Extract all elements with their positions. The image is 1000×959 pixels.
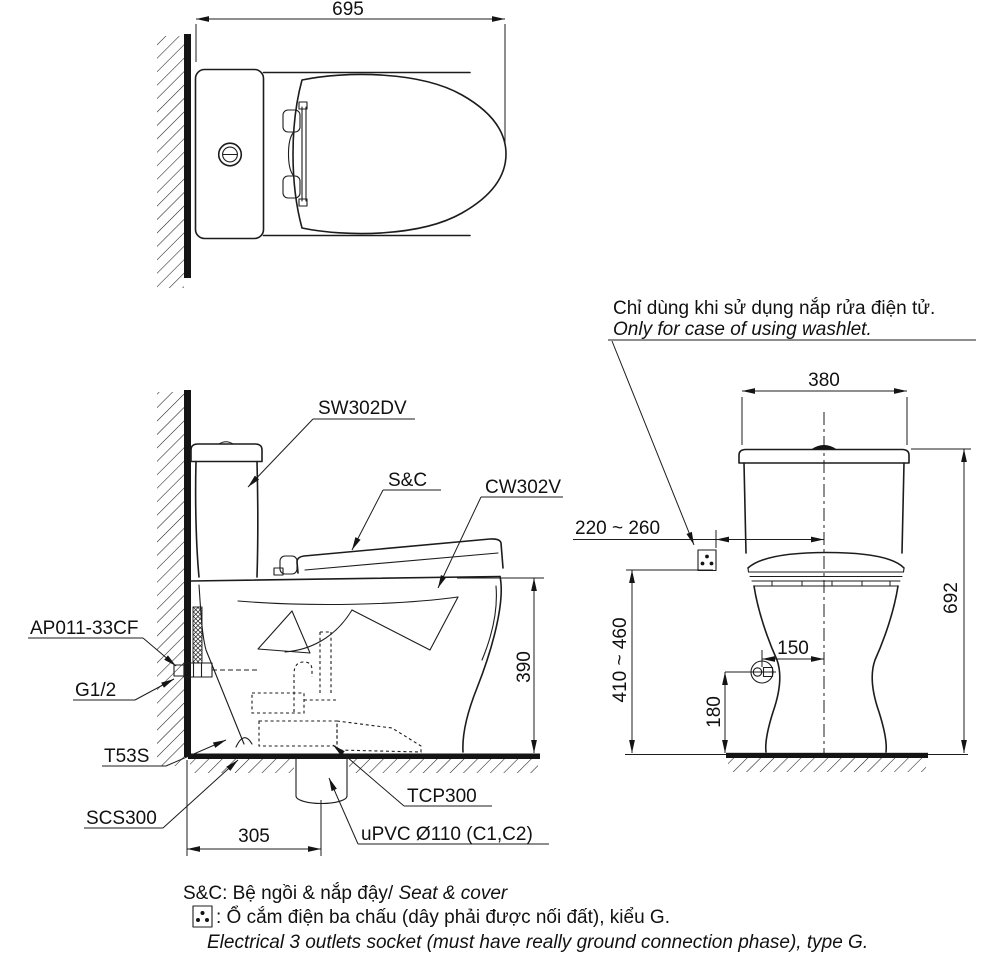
dim-tank-width: [742, 370, 907, 445]
label-supply-hose: SCS300: [86, 808, 157, 829]
plan-view: [157, 0, 506, 288]
dim-drain-offset: [187, 760, 321, 856]
seat-cover-side: [274, 539, 503, 575]
legend-socket-en: Electrical 3 outlets socket (must have really ground connection phase), type G.: [207, 932, 869, 953]
front-view: [573, 297, 976, 772]
wall-hatch-side: [157, 392, 184, 766]
floor-front: [625, 753, 968, 772]
dim-socket-height-value: 410 ~ 460: [610, 617, 631, 703]
side-view: [28, 390, 563, 856]
label-tank: SW302DV: [318, 398, 407, 419]
dim-bowl-height-value: 390: [514, 651, 535, 683]
wall: [184, 34, 191, 278]
dim-drain-offset-value: 305: [238, 826, 270, 847]
label-thread: G1/2: [75, 680, 117, 701]
seat-front: [748, 553, 904, 587]
legend: [183, 882, 868, 953]
tank-side: [191, 442, 262, 577]
label-bowl: CW302V: [485, 477, 562, 498]
dim-tank-width-value: 380: [808, 370, 840, 391]
floor-side: [188, 754, 540, 760]
label-seat-cover: S&C: [388, 470, 428, 491]
bowl-front: [754, 586, 898, 752]
dim-socket-offset-value: 220 ~ 260: [575, 518, 661, 539]
dim-socket-offset: [573, 518, 824, 548]
dim-total-height: [911, 449, 971, 753]
dim-supply-center-value: 150: [777, 638, 809, 659]
seat-lid-plan: [293, 74, 506, 233]
label-angle-valve: AP011-33CF: [30, 618, 139, 639]
washlet-note-en: Only for case of using washlet.: [613, 319, 872, 340]
label-concealed-set: TCP300: [407, 786, 477, 807]
floor-hatch-side: [190, 759, 538, 773]
washlet-note-vi: Chỉ dùng khi sử dụng nắp rửa điện tử.: [613, 298, 936, 319]
dim-socket-height: [610, 570, 713, 753]
washlet-note: [608, 297, 976, 545]
dim-total-height-value: 692: [941, 582, 962, 614]
dim-top-width-value: 695: [332, 0, 364, 20]
legend-socket-symbol: [193, 906, 212, 927]
legend-seat-cover: S&C: Bệ ngồi & nắp đậy/ Seat & cover: [183, 883, 508, 904]
bowl-side: [191, 577, 501, 753]
dim-supply-height: [704, 672, 754, 753]
wall-hatch: [157, 36, 184, 288]
dim-supply-center: [762, 638, 824, 667]
legend-socket-vi: : Ổ cắm điện ba chấu (dây phải được nối đất), kiểu G.: [216, 907, 670, 928]
label-drain-pipe: uPVC Ø110 (C1,C2): [361, 824, 533, 845]
socket-symbol: [698, 550, 716, 571]
label-flange: T53S: [104, 746, 150, 767]
supply-inlet: [751, 661, 776, 683]
wall-side: [184, 390, 191, 757]
dim-supply-height-value: 180: [704, 696, 725, 728]
